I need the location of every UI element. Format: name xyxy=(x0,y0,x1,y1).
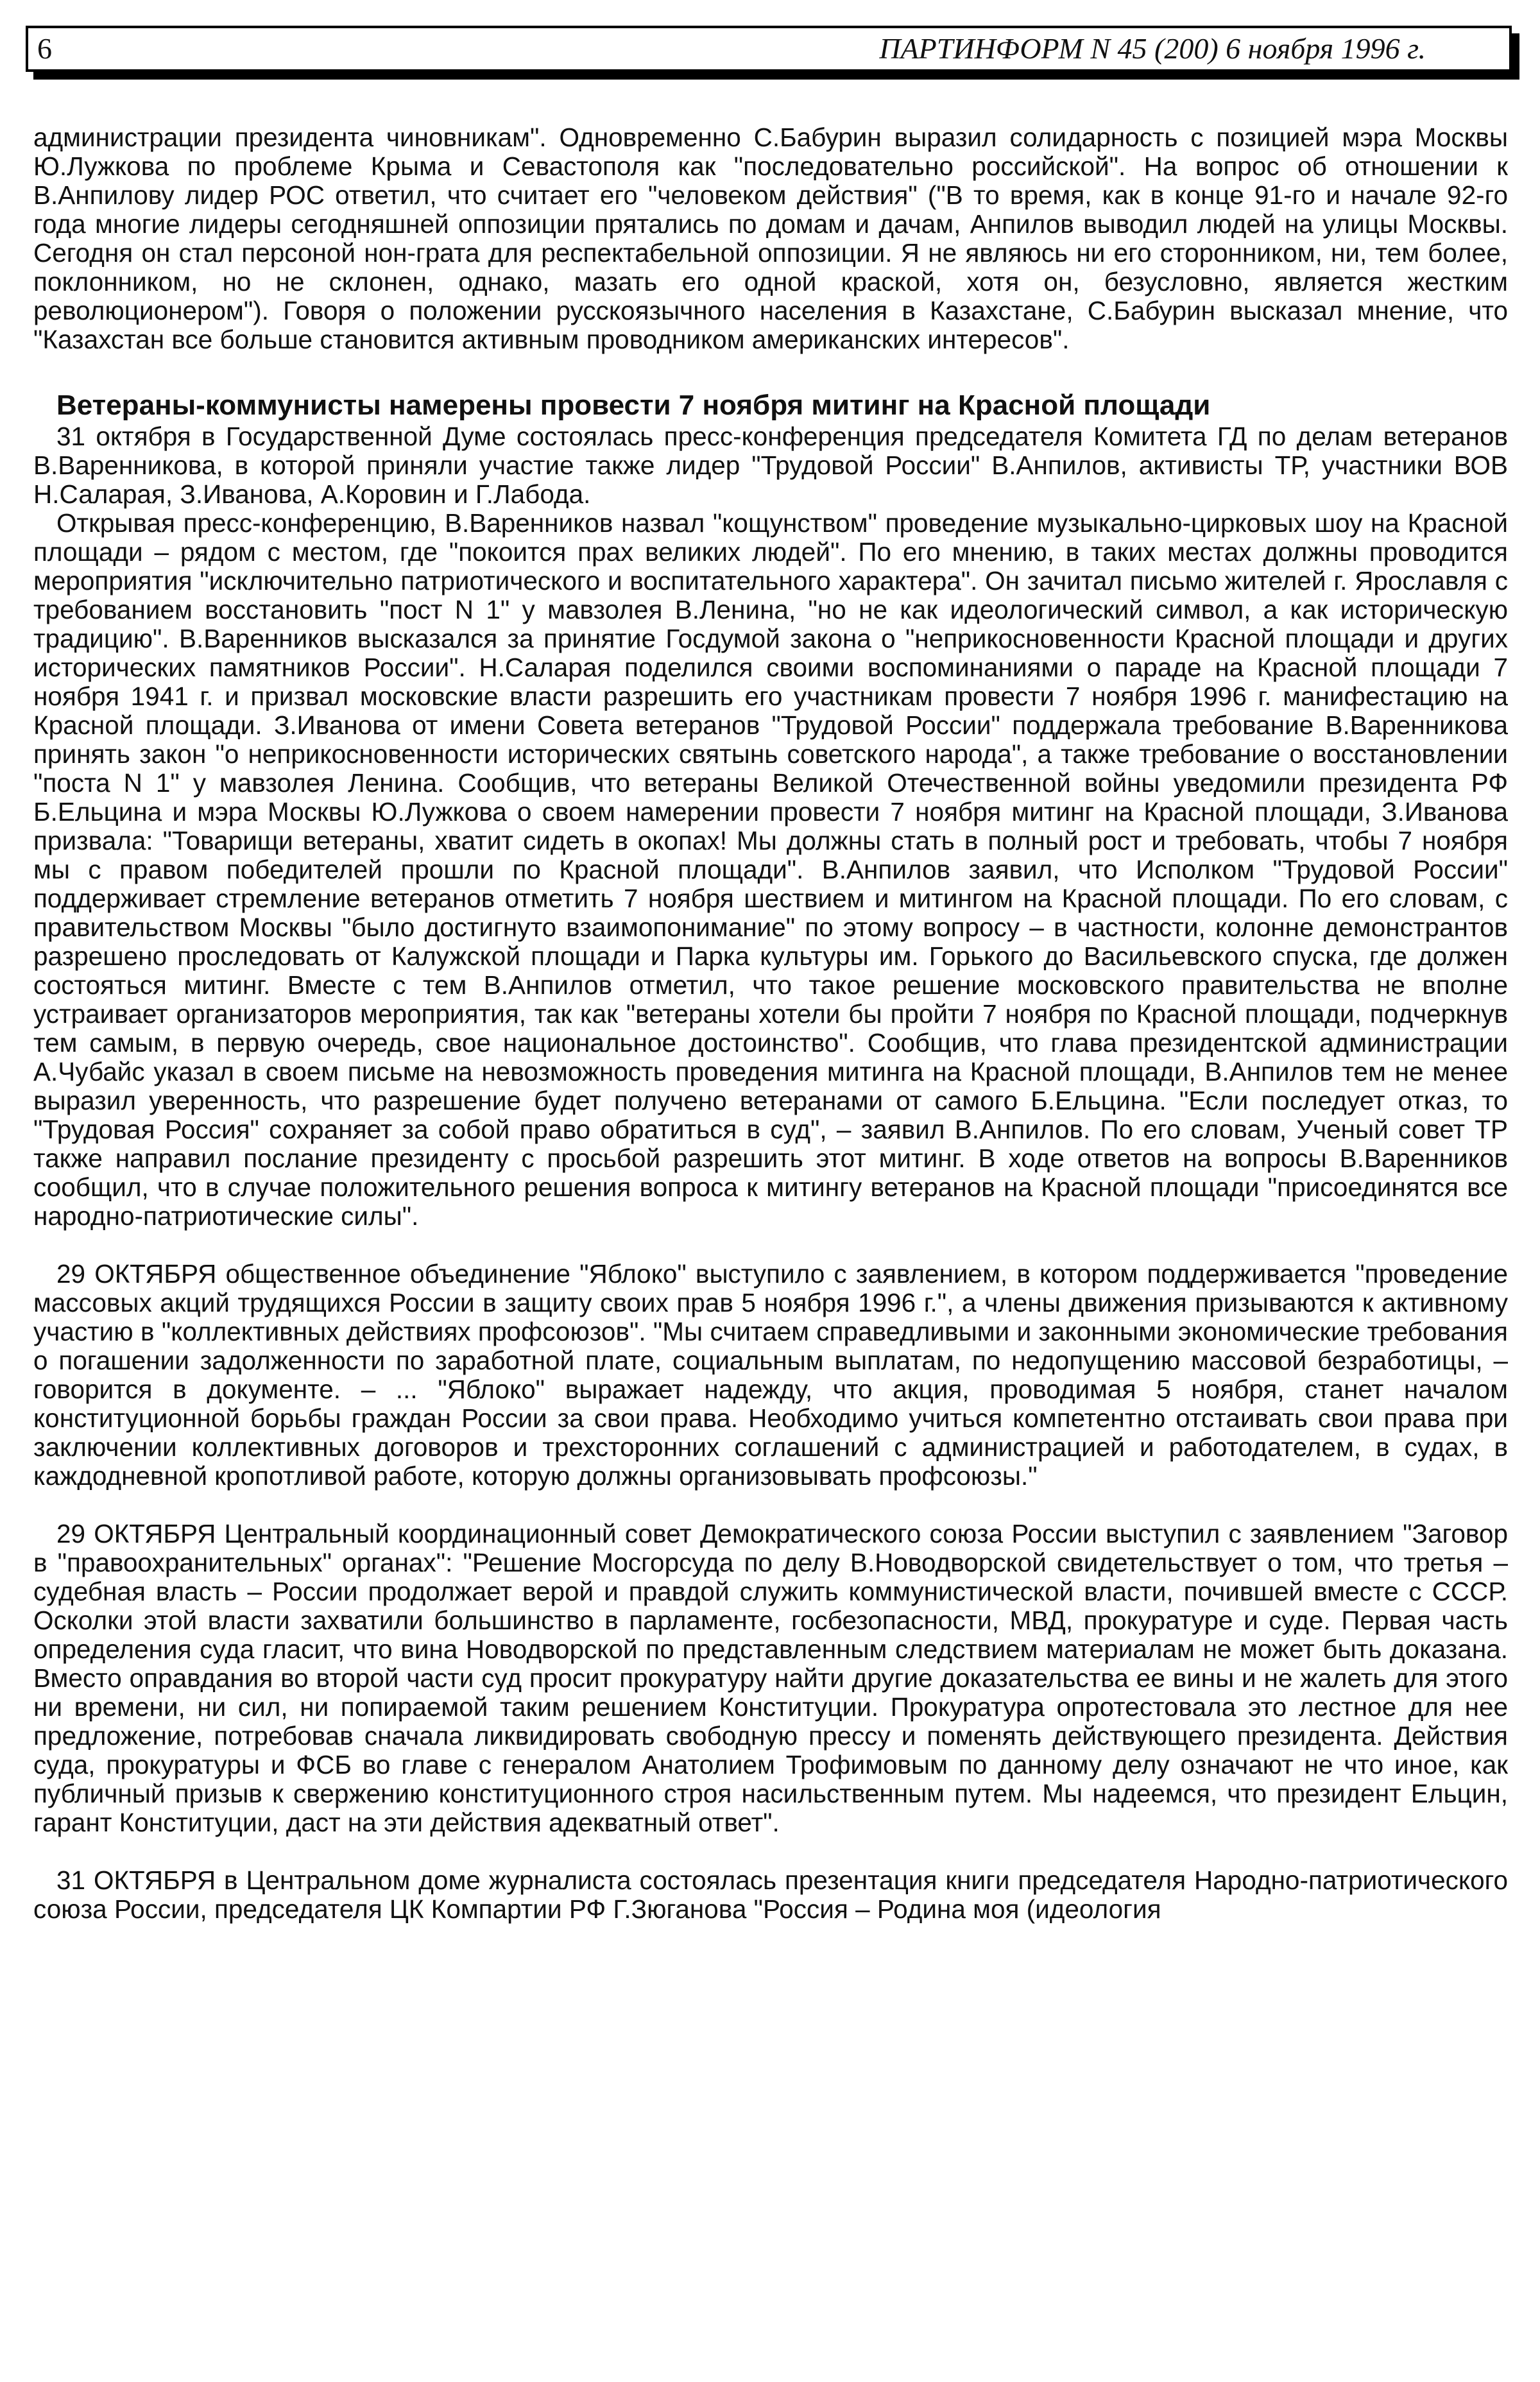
news-item-yabloko: 29 ОКТЯБРЯ общественное объединение "Яблоко" выступило с заявлением, в котором поддерживается "проведение массовых акций трудящихся России в защиту своих прав 5 ноября 1996 г.", а члены движения призываются к активному участию в "коллективных действиях профсоюзов". "Мы считаем справедливыми и законными экономические требования о погашении задолженности по заработной плате, социальным выплатам, по недопущению массовой безработицы, – говорится в документе. – ... "Яблоко" выражает надежду, что акция, проводимая 5 ноября, станет началом конституционной борьбы граждан России за свои права. Необходимо учиться компетентно отстаивать свои права при заключении коллективных договоров и трехсторонних соглашений с администрацией и работодателем, в судах, в каждодневной кропотливой работе, которую должны организовывать профсоюзы." xyxy=(33,1259,1508,1491)
news-item-book-presentation: 31 ОКТЯБРЯ в Центральном доме журналиста состоялась презентация книги председателя Народно-патриотического союза России, председателя ЦК Компартии РФ Г.Зюганова "Россия – Родина моя (идеология xyxy=(33,1865,1508,1924)
publication-info: ПАРТИНФОРМ N 45 (200) 6 ноября 1996 г. xyxy=(879,32,1426,65)
article-headline: Ветераны-коммунисты намерены провести 7 ноября митинг на Красной площади xyxy=(56,390,1211,421)
article-paragraph: Открывая пресс-конференцию, В.Варенников назвал "кощунством" проведение музыкально-цирковых шоу на Красной площади – рядом с местом, где "покоится прах великих людей". По его мнению, в таких местах должны проводится мероприятия "исключительно патриотического и воспитательного характера". Он зачитал письмо жителей г. Ярославля с требованием восстановить "пост N 1" у мавзолея В.Ленина, "но не как идеологический символ, а как историческую традицию". В.Варенников высказался за принятие Госдумой закона о "неприкосновенности Красной площади и других исторических памятников России". Н.Саларая поделился своими воспоминаниями о параде на Красной площади 7 ноября 1941 г. и призвал московские власти разрешить его участникам провести 7 ноября 1996 г. манифестацию на Красной площади. З.Иванова от имени Совета ветеранов "Трудовой России" поддержала требование В.Варенникова принять закон "о неприкосновенности исторических святынь советского народа", а также требование о восстановлении "поста N 1" у мавзолея Ленина. Сообщив, что ветераны Великой Отечественной войны уведомили президента РФ Б.Ельцина и мэра Москвы Ю.Лужкова о своем намерении провести 7 ноября митинг на Красной площади, З.Иванова призвала: "Товарищи ветераны, хватит сидеть в окопах! Мы должны стать в полный рост и требовать, чтобы 7 ноября мы с правом победителей прошли по Красной площади". В.Анпилов заявил, что Исполком "Трудовой России" поддерживает стремление ветеранов отметить 7 ноября шествием и митингом на Красной площади. По его словам, с правительством Москвы "было достигнуто взаимопонимание" по этому вопросу – в частности, колонне демонстрантов разрешено проследовать от Калужской площади и Парка культуры им. Горького до Васильевского спуска, где должен состояться митинг. Вместе с тем В.Анпилов отметил, что такое решение московского правительства не вполне устраивает организаторов мероприятия, так как "ветераны хотели бы пройти 7 ноября по Красной площади, подчеркнув тем самым, в первую очередь, свое национальное достоинство". Сообщив, что глава президентской администрации А.Чубайс указал в своем письме на невозможность проведения митинга на Красной площади, В.Анпилов тем не менее выразил уверенность, что разрешение будет получено ветеранами от самого Б.Ельцина. "Если последует отказ, то "Трудовая Россия" сохраняет за собой право обратиться в суд", – заявил В.Анпилов. По его словам, Ученый совет ТР также направил послание президенту с просьбой разрешить этот митинг. В ходе ответов на вопросы В.Варенников сообщил, что в случае положительного решения вопроса к митингу ветеранов на Красной площади "присоединятся все народно-патриотические силы". xyxy=(33,508,1508,1231)
page-number: 6 xyxy=(37,32,52,65)
page-body xyxy=(33,123,1508,1924)
article-paragraph: 31 октября в Государственной Думе состоялась пресс-конференция председателя Комитета ГД по делам ветеранов В.Варенникова, в которой приняли участие также лидер "Трудовой России" В.Анпилов, активисты ТР, участники ВОВ Н.Саларая, З.Иванова, А.Коровин и Г.Лабода. xyxy=(33,422,1508,509)
news-item-democratic-union: 29 ОКТЯБРЯ Центральный координационный совет Демократического союза России выступил с заявлением "Заговор в "правоохранительных" органах": "Решение Мосгорсуда по делу В.Новодворской свидетельствует о том, что третья – судебная власть – России продолжает верой и правдой служить коммунистической власти, почившей вместе с СССР. Осколки этой власти захватили большинство в парламенте, госбезопасности, МВД, прокуратуре и суде. Первая часть определения суда гласит, что вина Новодворской по представленным следствием материалам не может быть доказана. Вместо оправдания во второй части суд просит прокуратуру найти другие доказательства ее вины и не жалеть для этого ни времени, ни сил, ни попираемой таким решением Конституции. Прокуратура опротестовала это лестное для нее предложение, потребовав сначала ликвидировать свободную прессу и поменять действующего президента. Действия суда, прокуратуры и ФСБ во главе с генералом Анатолием Трофимовым по данному делу означают не что иное, как публичный призыв к свержению конституционного строя насильственным путем. Мы надеемся, что президент Ельцин, гарант Конституции, даст на эти действия адекватный ответ". xyxy=(33,1519,1508,1837)
continued-article-text: администрации президента чиновникам". Одновременно С.Бабурин выразил солидарность с позицией мэра Москвы Ю.Лужкова по проблеме Крыма и Севастополя как "последовательно российской". На вопрос об отношении к В.Анпилову лидер РОС ответил, что считает его "человеком действия" ("В то время, как в конце 91-го и начале 92-го года многие лидеры сегодняшней оппозиции прятались по домам и дачам, Анпилов выводил людей на улицы Москвы. Сегодня он стал персоной нон-грата для респектабельной оппозиции. Я не являюсь ни его сторонником, ни, тем более, поклонником, но не склонен, однако, мазать его одной краской, хотя он, безусловно, является жестким революционером"). Говоря о положении русскоязычного населения в Казахстане, С.Бабурин высказал мнение, что "Казахстан все больше становится активным проводником американских интересов". xyxy=(33,123,1508,354)
page-header xyxy=(26,26,1512,72)
